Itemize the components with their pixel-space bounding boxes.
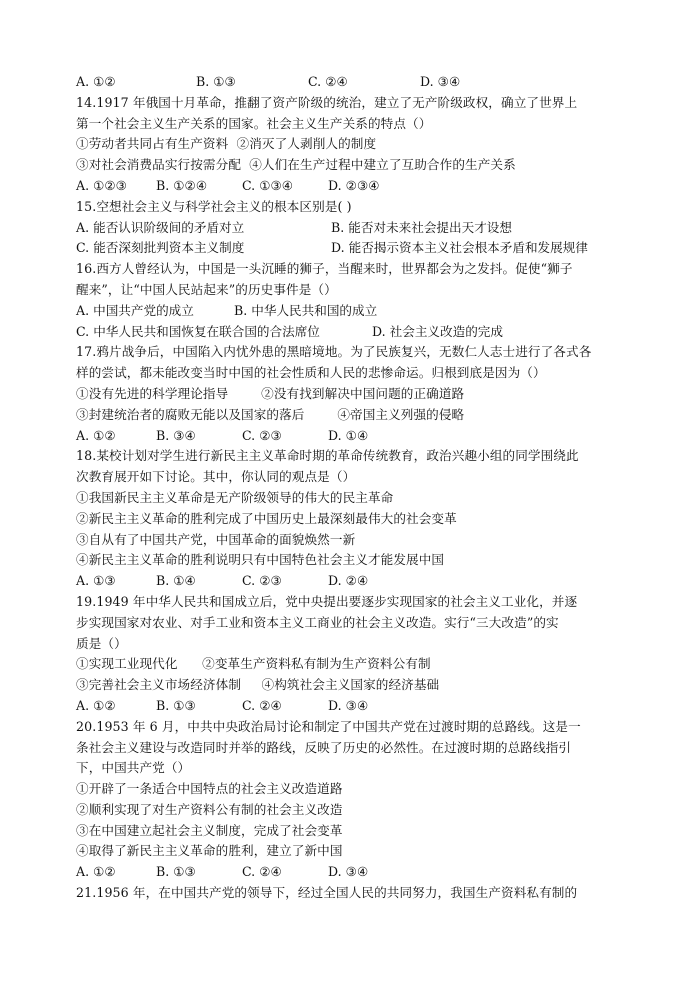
question-stem: 样的尝试，都未能改变当时中国的社会性质和人民的悲惨命运。归根到底是因为（） bbox=[76, 365, 546, 381]
question-stem: 18.某校计划对学生进行新民主主义革命时期的革命传统教育，政治兴趣小组的同学围绕此 bbox=[76, 448, 579, 464]
q15-options-row-2 bbox=[76, 238, 624, 259]
question-21 bbox=[76, 883, 624, 904]
option-a: A. ①②③ bbox=[76, 177, 127, 193]
statement-item: ③对社会消费品实行按需分配 ④人们在生产过程中建立了互助合作的生产关系 bbox=[76, 157, 516, 173]
question-20 bbox=[76, 717, 624, 883]
q20-options bbox=[76, 862, 624, 883]
question-stem: 第一个社会主义生产关系的国家。社会主义生产关系的特点（） bbox=[76, 115, 432, 131]
option-c: C. ②③ bbox=[242, 573, 282, 589]
option-b: B. ③④ bbox=[156, 427, 196, 443]
question-stem: 条社会主义建设与改造同时并举的路线，反映了历史的必然性。在过渡时期的总路线指引 bbox=[76, 739, 572, 755]
question-stem: 步实现国家对农业、对手工业和资本主义工商业的社会主义改造。实行“三大改造”的实 bbox=[76, 614, 559, 630]
option-c: C. ②④ bbox=[242, 697, 282, 713]
statement-item: ③自从有了中国共产党，中国革命的面貌焕然一新 bbox=[76, 531, 356, 547]
statement-item: ①劳动者共同占有生产资料 ②消灭了人剥削人的制度 bbox=[76, 136, 377, 152]
option-b: B. ①③ bbox=[156, 864, 196, 880]
option-d: D. ③④ bbox=[420, 74, 461, 89]
q18-options bbox=[76, 571, 624, 592]
question-stem: 下，中国共产党（） bbox=[76, 760, 191, 776]
question-stem: 20.1953 年 6 月，中共中央政治局讨论和制定了中国共产党在过渡时期的总路线。这是一 bbox=[76, 718, 581, 734]
option-d: D. ③④ bbox=[328, 864, 369, 880]
option-b: B. ①③ bbox=[156, 697, 196, 713]
option-d: D. 能否揭示资本主义社会根本矛盾和发展规律 bbox=[331, 240, 588, 256]
question-stem: 16.西方人曾经认为，中国是一头沉睡的狮子，当醒来时，世界都会为之发抖。促使“狮子 bbox=[76, 261, 573, 277]
statement-item: ②顺利实现了对生产资料公有制的社会主义改造 bbox=[76, 801, 343, 817]
option-c: C. ②③ bbox=[242, 427, 282, 443]
statement-item: ①实现工业现代化 ②变革生产资料私有制为生产资料公有制 bbox=[76, 656, 431, 672]
question-16 bbox=[76, 259, 624, 342]
option-b: B. 能否对未来社会提出天才设想 bbox=[331, 219, 512, 235]
question-stem: 14.1917 年俄国十月革命，推翻了资产阶级的统治，建立了无产阶级政权，确立了世界上 bbox=[76, 94, 578, 110]
option-a: A. ①③ bbox=[76, 573, 116, 589]
statement-item: ①我国新民主主义革命是无产阶级领导的伟大的民主革命 bbox=[76, 489, 394, 505]
option-c: C. ①③④ bbox=[242, 177, 294, 193]
option-a: A. ①② bbox=[76, 864, 116, 880]
option-a: A. 能否认识阶级间的矛盾对立 bbox=[76, 219, 245, 235]
option-d: D. ③④ bbox=[328, 697, 369, 713]
statement-item: ③在中国建立起社会主义制度，完成了社会变革 bbox=[76, 822, 343, 838]
option-b: B. 中华人民共和国的成立 bbox=[234, 302, 378, 318]
option-a: A. ①② bbox=[76, 427, 116, 443]
option-c: C. 能否深刻批判资本主义制度 bbox=[76, 240, 245, 256]
option-d: D. ②③④ bbox=[328, 177, 380, 193]
question-19 bbox=[76, 592, 624, 717]
option-b: B. ①②④ bbox=[156, 177, 208, 193]
option-a: A. ①② bbox=[76, 697, 116, 713]
statement-item: ④取得了新民主主义革命的胜利，建立了新中国 bbox=[76, 843, 343, 859]
q16-options-row-1 bbox=[76, 301, 624, 322]
question-stem: 17.鸦片战争后，中国陷入内忧外患的黑暗境地。为了民族复兴，无数仁人志士进行了各式各 bbox=[76, 344, 592, 360]
question-stem: 质是（） bbox=[76, 635, 127, 651]
exam-page bbox=[76, 72, 624, 904]
option-d: D. 社会主义改造的完成 bbox=[372, 323, 503, 339]
option-c: C. 中华人民共和国恢复在联合国的合法席位 bbox=[76, 323, 320, 339]
question-15 bbox=[76, 197, 624, 259]
option-a: A. 中国共产党的成立 bbox=[76, 302, 194, 318]
option-d: D. ②④ bbox=[328, 573, 369, 589]
option-a: A. ①② bbox=[76, 74, 116, 89]
q15-options-row-1 bbox=[76, 218, 624, 239]
q14-options bbox=[76, 176, 624, 197]
statement-item: ①没有先进的科学理论指导 ②没有找到解决中国问题的正确道路 bbox=[76, 385, 465, 401]
question-stem: 次教育展开如下讨论。其中，你认同的观点是（） bbox=[76, 469, 356, 485]
q16-options-row-2 bbox=[76, 322, 624, 343]
option-b: B. ①③ bbox=[196, 74, 236, 89]
question-14 bbox=[76, 93, 624, 197]
question-stem: 21.1956 年，在中国共产党的领导下，经过全国人民的共同努力，我国生产资料私有制的 bbox=[76, 885, 578, 901]
q13-options bbox=[76, 72, 624, 93]
question-stem: 醒来”，让“中国人民站起来”的历史事件是（） bbox=[76, 281, 337, 297]
option-b: B. ①④ bbox=[156, 573, 196, 589]
question-stem: 15.空想社会主义与科学社会主义的根本区别是( ) bbox=[76, 198, 352, 214]
statement-item: ④新民主主义革命的胜利说明只有中国特色社会主义才能发展中国 bbox=[76, 552, 445, 568]
option-c: C. ②④ bbox=[308, 74, 348, 89]
option-d: D. ①④ bbox=[328, 427, 369, 443]
q19-options bbox=[76, 696, 624, 717]
statement-item: ①开辟了一条适合中国特点的社会主义改造道路 bbox=[76, 781, 343, 797]
q17-options bbox=[76, 426, 624, 447]
statement-item: ②新民主主义革命的胜利完成了中国历史上最深刻最伟大的社会变革 bbox=[76, 510, 457, 526]
question-stem: 19.1949 年中华人民共和国成立后，党中央提出要逐步实现国家的社会主义工业化，并逐 bbox=[76, 593, 578, 609]
question-17 bbox=[76, 342, 624, 446]
question-18 bbox=[76, 446, 624, 592]
option-c: C. ②④ bbox=[242, 864, 282, 880]
statement-item: ③封建统治者的腐败无能以及国家的落后 ④帝国主义列强的侵略 bbox=[76, 406, 465, 422]
statement-item: ③完善社会主义市场经济体制 ④构筑社会主义国家的经济基础 bbox=[76, 677, 440, 693]
